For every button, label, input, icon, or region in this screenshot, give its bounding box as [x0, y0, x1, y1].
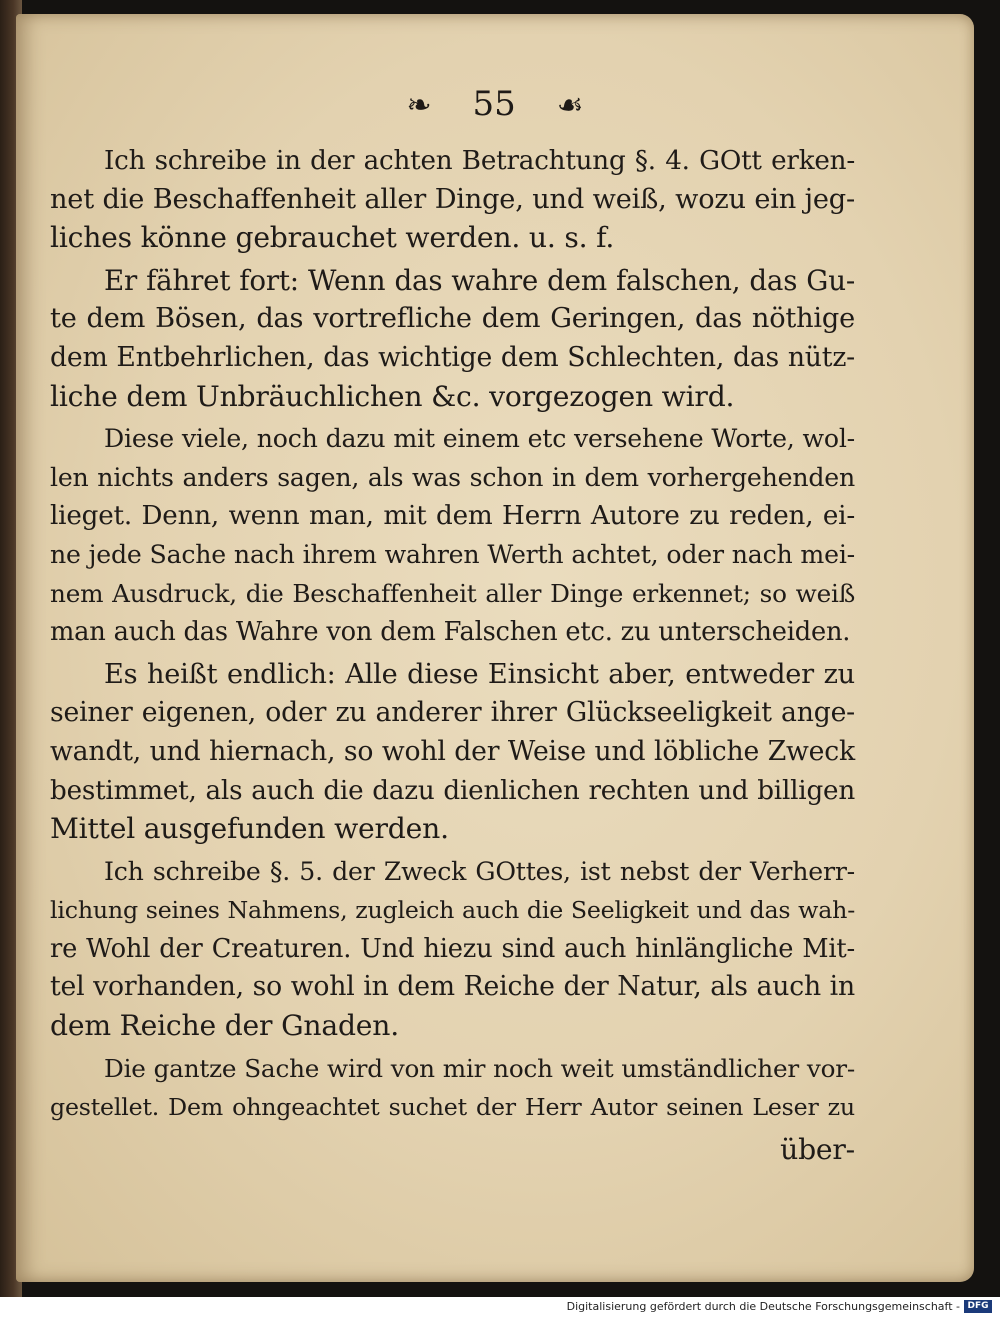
text-line: Die gantze Sache wird von mir noch weit umständlicher vor- [104, 1053, 855, 1083]
text-line: bestimmet, als auch die dazu dienlichen rechten und billigen [50, 775, 855, 806]
text-line: Ich schreibe in der achten Betrachtung §. 4. GOtt erken- [104, 146, 855, 176]
text-line: te dem Bösen, das vortrefliche dem Geringen, das nöthige [50, 303, 855, 335]
text-line: ne jede Sache nach ihrem wahren Werth achtet, oder nach mei- [50, 539, 855, 569]
text-line: wandt, und hiernach, so wohl der Weise und löbliche Zweck [50, 735, 855, 767]
funding-credit: Digitalisierung gefördert durch die Deutsche Forschungsgemeinschaft - [566, 1300, 960, 1313]
text-line: Es heißt endlich: Alle diese Einsicht aber, entweder zu [104, 658, 855, 690]
text-line: lieget. Denn, wenn man, mit dem Herrn Autore zu reden, ei- [50, 501, 855, 532]
ornament-right-icon: ☙ [556, 88, 584, 123]
paragraph-1 [50, 142, 855, 258]
paragraph-5 [50, 853, 855, 1046]
ornament-left-icon: ❧ [406, 88, 432, 123]
paragraph-2 [50, 262, 855, 416]
paragraph-6 [50, 1050, 855, 1127]
text-line: nem Ausdruck, die Beschaffenheit aller Dinge erkennet; so weiß [50, 578, 855, 608]
text-line: net die Beschaffenheit aller Dinge, und weiß, wozu ein jeg- [50, 183, 855, 215]
text-line: gestellet. Dem ohngeachtet suchet der Herr Autor seinen Leser zu [50, 1093, 855, 1122]
text-line: man auch das Wahre von dem Falschen etc. zu unterscheiden. [50, 617, 851, 648]
book-page [16, 14, 974, 1282]
text-line: Diese viele, noch dazu mit einem etc versehene Worte, wol- [104, 424, 855, 454]
text-line: re Wohl der Creaturen. Und hiezu sind auch hinlängliche Mit- [50, 933, 855, 964]
text-line: seiner eigenen, oder zu anderer ihrer Glückseeligkeit ange- [50, 697, 855, 729]
page-header [16, 84, 974, 124]
text-line: len nichts anders sagen, als was schon in dem vorhergehenden [50, 462, 855, 492]
dfg-logo: DFG [964, 1300, 992, 1313]
text-line: liches könne gebrauchet werden. u. s. f. [50, 221, 615, 255]
page-body [50, 142, 855, 1169]
paragraph-4 [50, 656, 855, 849]
paragraph-3 [50, 420, 855, 652]
text-line: tel vorhanden, so wohl in dem Reiche der Natur, als auch in [50, 971, 855, 1003]
text-line: dem Entbehrlichen, das wichtige dem Schlechten, das nütz- [50, 341, 855, 373]
text-line: lichung seines Nahmens, zugleich auch die Seeligkeit und das wah- [50, 896, 855, 925]
text-line: liche dem Unbräuchlichen &c. vorgezogen wird. [50, 379, 735, 413]
text-line: Er fähret fort: Wenn das wahre dem falschen, das Gu- [104, 263, 855, 297]
text-line: Mittel ausgefunden werden. [50, 812, 449, 846]
text-line: dem Reiche der Gnaden. [50, 1009, 399, 1043]
catchword: über- [780, 1132, 855, 1166]
page-number: 55 [472, 84, 516, 124]
text-line: Ich schreibe §. 5. der Zweck GOttes, ist nebst der Verherr- [104, 856, 855, 886]
